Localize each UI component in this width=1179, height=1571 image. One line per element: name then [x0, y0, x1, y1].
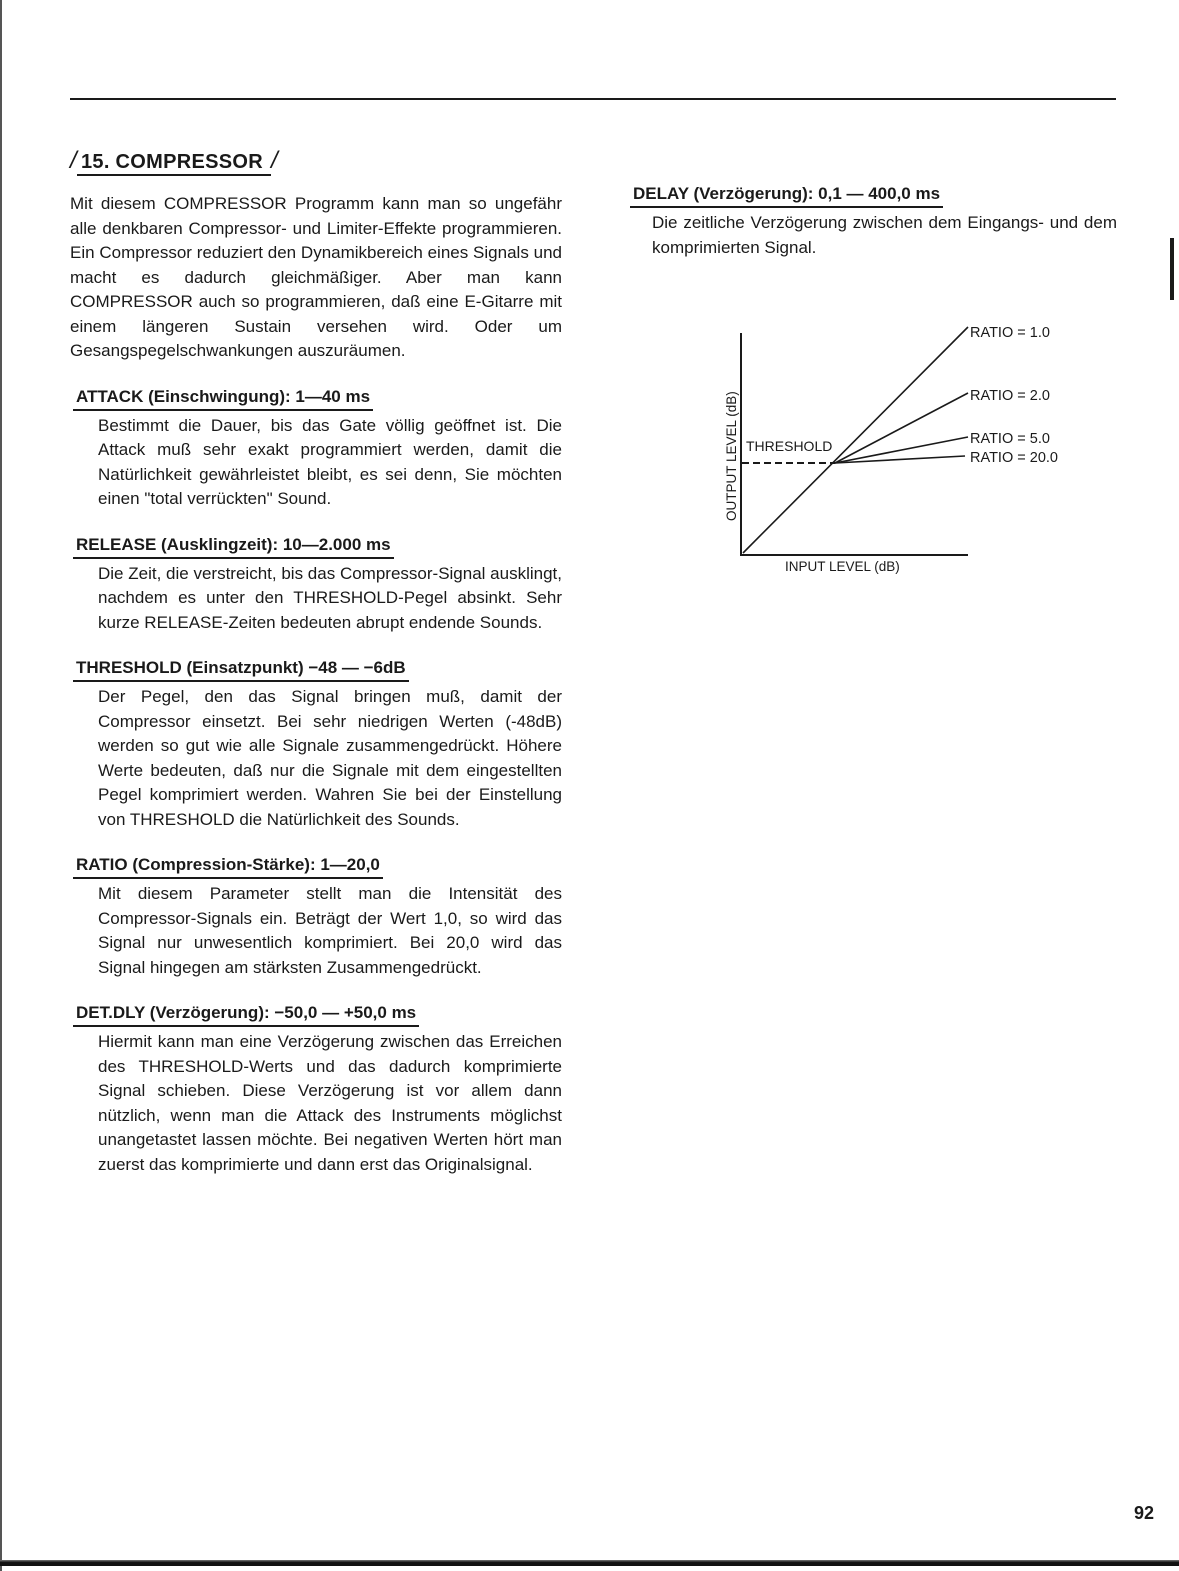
- ratio-label: RATIO = 20.0: [970, 450, 1058, 466]
- compression-curve-svg: [700, 315, 1120, 585]
- param-heading: THRESHOLD (Einsatzpunkt) −48 — −6dB: [73, 657, 409, 682]
- ratio-label: RATIO = 5.0: [970, 431, 1050, 447]
- param-heading: ATTACK (Einschwingung): 1—40 ms: [73, 386, 373, 411]
- threshold-label: THRESHOLD: [746, 438, 833, 454]
- param-heading: DET.DLY (Verzögerung): −50,0 — +50,0 ms: [73, 1002, 419, 1027]
- ratio-2-line: [835, 393, 968, 463]
- header-rule: [70, 98, 1116, 100]
- param-description: Bestimmt die Dauer, bis das Gate völlig geöffnet ist. Die Attack muß sehr exakt programmiert werden, damit die Natürlichkeit gewährleistet bleibt, es sei denn, Sie möchten einen "total verrückten" Sound.: [98, 415, 562, 508]
- ratio-label: RATIO = 2.0: [970, 388, 1050, 404]
- param-description: Hiermit kann man eine Verzögerung zwischen das Erreichen des THRESHOLD-Werts und das dadurch komprimierte Signal schieben. Diese Verzögerung ist vor allem dann nützlich, wenn man die Attack des Instruments möglichst unangetastet lassen möchte. Bei negativen Werten hört man zuerst das komprimierte und dann erst das Originalsignal.: [98, 1032, 562, 1174]
- page-left-edge: [0, 0, 2, 1571]
- left-column: [70, 192, 562, 1177]
- param-threshold: [70, 657, 562, 832]
- param-heading: RELEASE (Ausklingzeit): 10—2.000 ms: [73, 534, 394, 559]
- ratio-label: RATIO = 1.0: [970, 325, 1050, 341]
- param-heading: DELAY (Verzögerung): 0,1 — 400,0 ms: [630, 183, 943, 208]
- param-heading: RATIO (Compression-Stärke): 1—20,0: [73, 854, 383, 879]
- param-description: Der Pegel, den das Signal bringen muß, damit der Compressor einsetzt. Bei sehr niedrigen Werten (-48dB) werden so gut wie alle Signale zusammengedrückt. Höhere Werte bedeuten, daß nur die Signale mit dem eingestellten Pegel komprimiert werden. Wahren Sie bei der Einstellung von THRESHOLD die Natürlichkeit des Sounds.: [98, 687, 562, 829]
- y-axis-label: OUTPUT LEVEL (dB): [724, 391, 739, 521]
- right-column: [627, 183, 1117, 260]
- param-ratio: [70, 854, 562, 980]
- param-delay: [627, 183, 1117, 260]
- param-description: Die Zeit, die verstreicht, bis das Compressor-Signal ausklingt, nachdem es unter den THRESHOLD-Pegel absinkt. Sehr kurze RELEASE-Zeiten bedeuten abrupt endende Sounds.: [98, 563, 562, 632]
- page-number: 92: [1134, 1503, 1155, 1523]
- section-title: / 15. COMPRESSOR /: [70, 147, 278, 174]
- param-description: Mit diesem Parameter stellt man die Intensität des Compressor-Signals ein. Beträgt der Wert 1,0, so wird das Signal nur unwesentlich komprimiert. Bei 20,0 wird das Signal hingegen am stärksten Zusammengedrückt.: [98, 884, 562, 977]
- param-description: Die zeitliche Verzögerung zwischen dem Eingangs- und dem komprimierten Signal.: [652, 213, 1117, 257]
- footer-rule: [0, 1560, 1179, 1566]
- section-number: 15.: [80, 151, 110, 173]
- intro-paragraph: Mit diesem COMPRESSOR Programm kann man so ungefähr alle denkbaren Compressor- und Limiter-Effekte programmieren. Ein Compressor reduziert den Dynamikbereich eines Signals und macht es dadurch gleichmäßiger. Aber man kann COMPRESSOR auch so programmieren, daß eine E-Gitarre mit einem längeren Sustain versehen wird. Oder um Gesangspegelschwankungen auszuräumen.: [70, 194, 562, 360]
- param-release: [70, 534, 562, 636]
- param-det-dly: [70, 1002, 562, 1177]
- section-heading: [70, 147, 278, 175]
- x-axis-label: INPUT LEVEL (dB): [785, 559, 900, 574]
- compression-diagram: [700, 315, 1120, 585]
- param-attack: [70, 386, 562, 512]
- margin-mark: [1170, 238, 1174, 300]
- section-name: COMPRESSOR: [115, 151, 263, 173]
